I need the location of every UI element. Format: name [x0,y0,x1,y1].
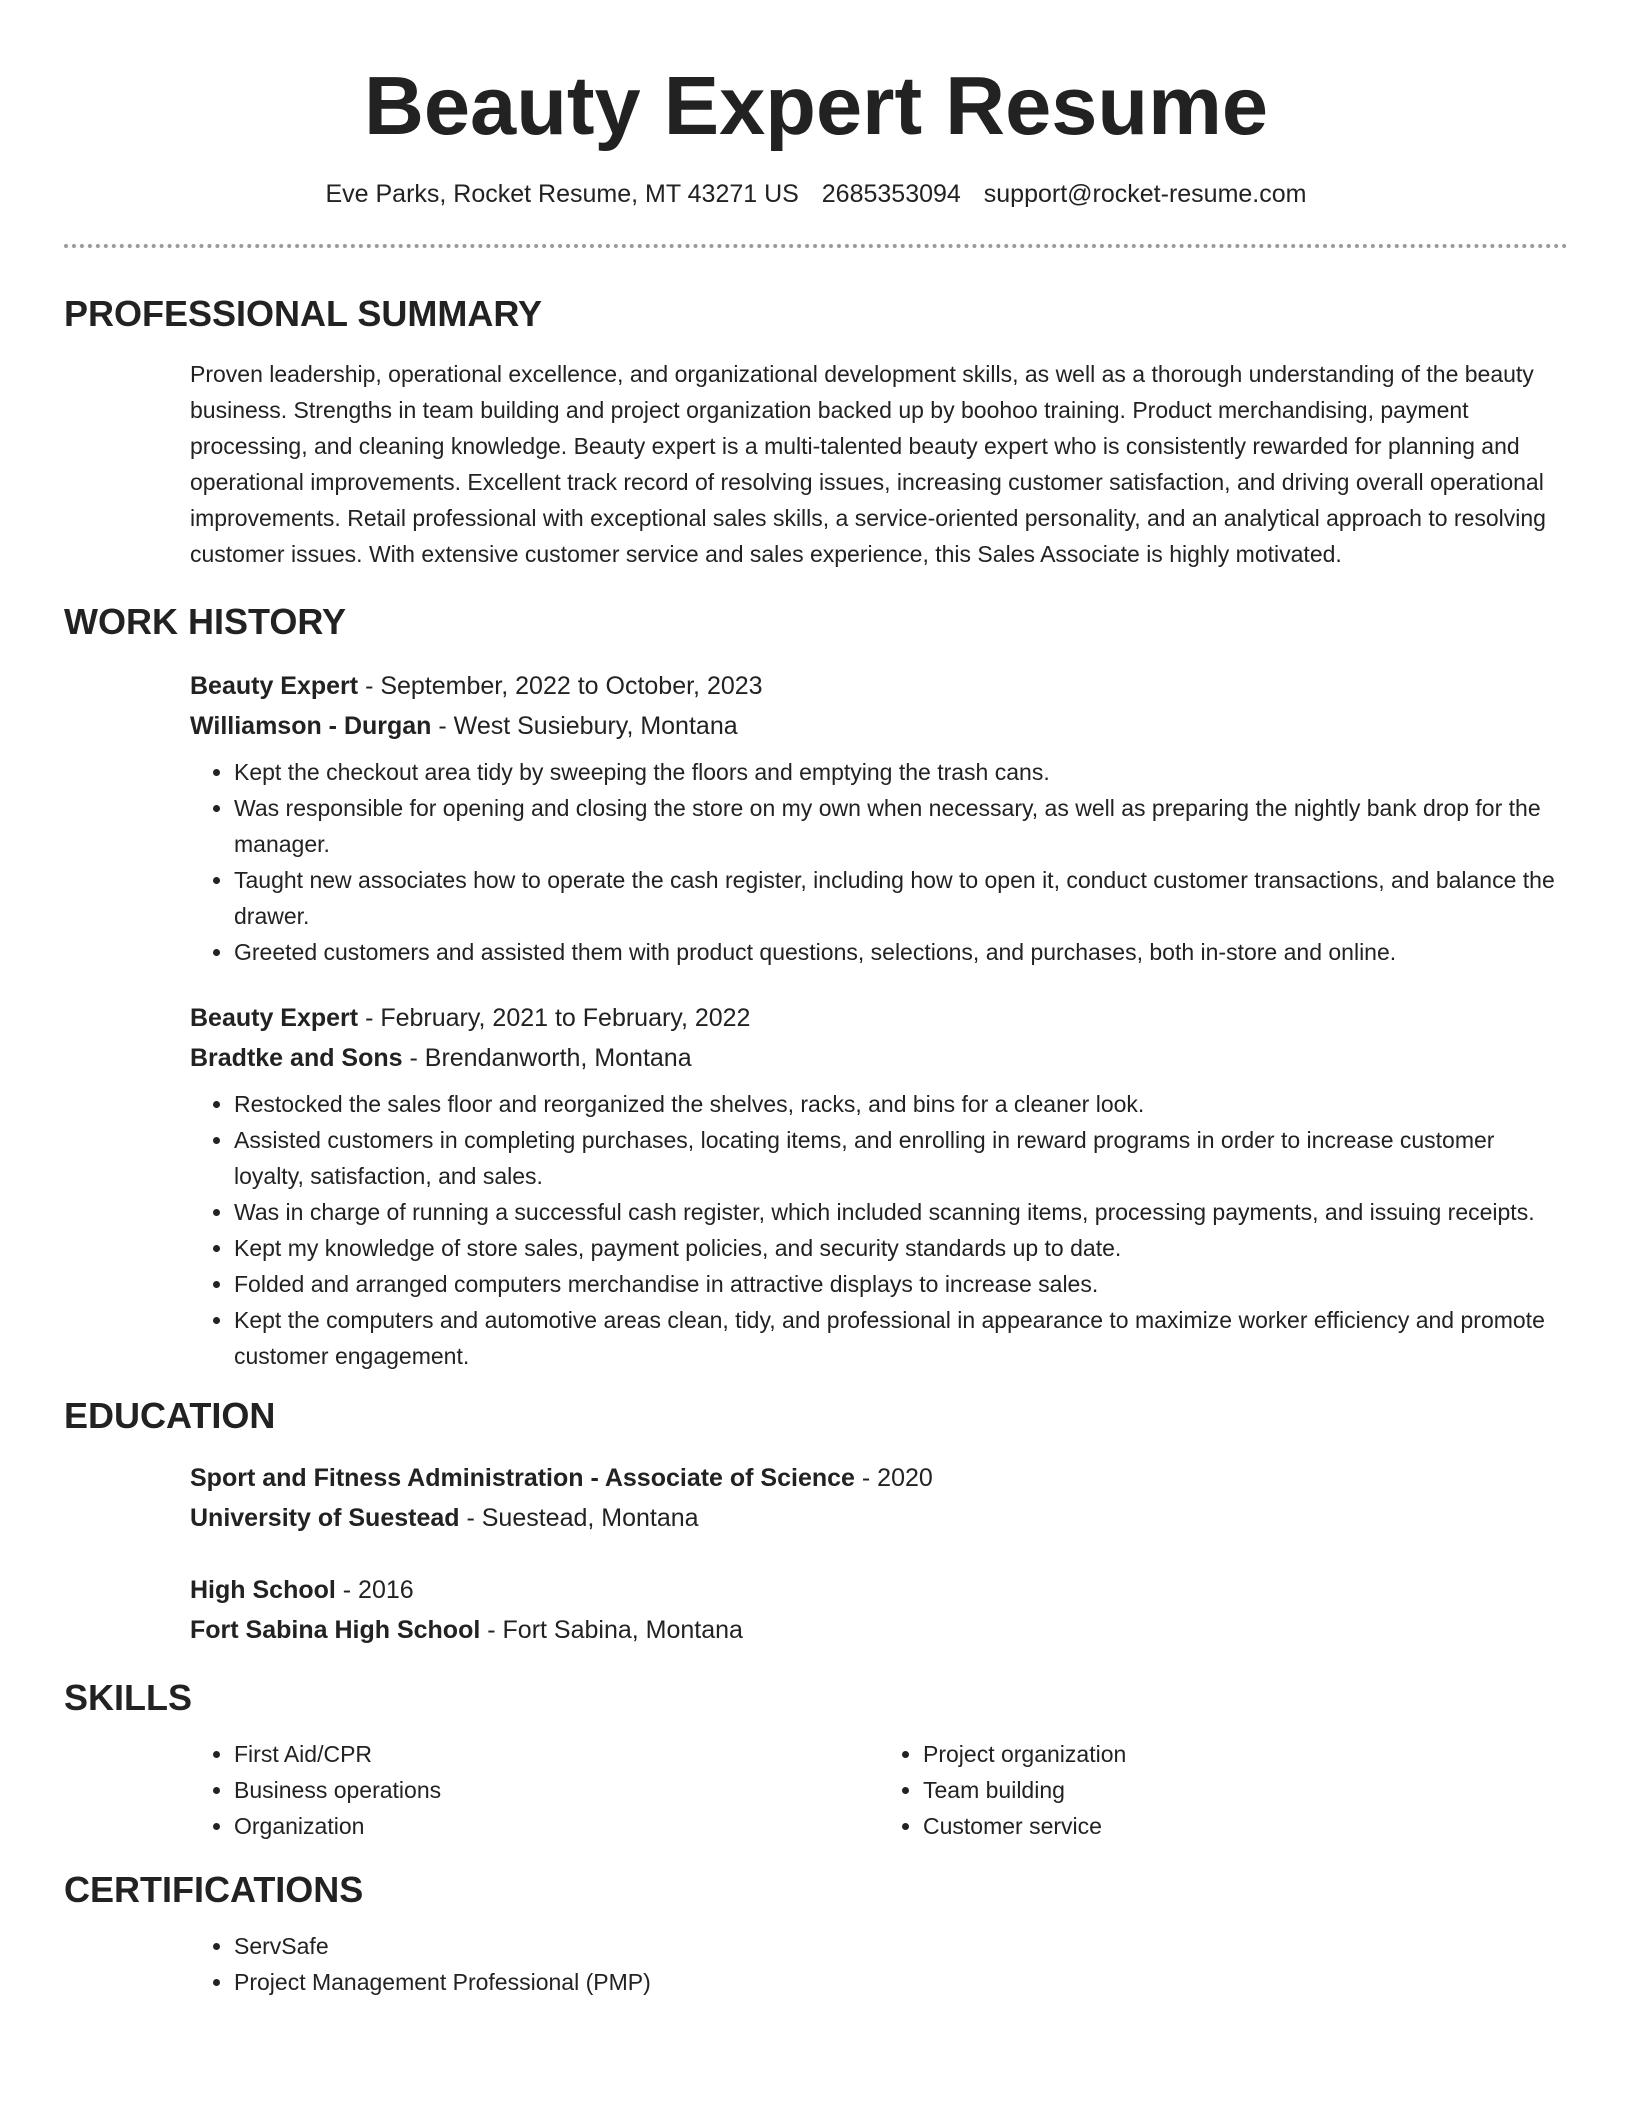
header-divider [64,244,1568,248]
contact-phone: 2685353094 [821,180,961,208]
skill-item: • Project organization [923,1736,1568,1772]
education-location: - Suestead, Montana [459,1504,699,1532]
job-company: Bradtke and Sons [190,1044,403,1072]
contact-address: Eve Parks, Rocket Resume, MT 43271 US [325,180,799,208]
skills-list-right [879,1736,1568,1844]
job-bullet: • Kept the checkout area tidy by sweeping the floors and emptying the trash cans. [234,754,1568,790]
job-bullet: • Kept my knowledge of store sales, payment policies, and security standards up to date. [234,1230,1568,1266]
job-bullet-list [190,1086,1568,1374]
contact-email: support@rocket-resume.com [983,180,1307,208]
job-location: - West Susiebury, Montana [431,712,738,740]
job-title-line [190,666,1568,706]
job-title: Beauty Expert [190,672,359,700]
job-dates: - September, 2022 to October, 2023 [358,672,763,700]
job-bullet: • Greeted customers and assisted them with product questions, selections, and purchases, both in-store and online. [234,934,1568,970]
education-school-line [190,1610,1568,1650]
education-location: - Fort Sabina, Montana [480,1616,743,1644]
section-heading-summary: PROFESSIONAL SUMMARY [64,293,543,334]
job-entry [190,998,1568,1374]
job-dates: - February, 2021 to February, 2022 [358,1004,751,1032]
page-title: Beauty Expert Resume [363,59,1269,152]
certification-item: • Project Management Professional (PMP) [234,1964,1568,2000]
skill-item: • First Aid/CPR [234,1736,879,1772]
job-bullet: • Assisted customers in completing purchases, locating items, and enrolling in reward programs in order to increase customer loyalty, satisfaction, and sales. [234,1122,1568,1194]
education-degree: Sport and Fitness Administration - Associate of Science [190,1464,855,1492]
job-title-line [190,998,1568,1038]
certifications-list [190,1928,1568,2000]
job-bullet: • Folded and arranged computers merchandise in attractive displays to increase sales. [234,1266,1568,1302]
certifications-body [190,1928,1568,2000]
skill-item: • Organization [234,1808,879,1844]
education-entry [190,1570,1568,1650]
section-heading-skills: SKILLS [64,1677,193,1718]
job-company-line [190,1038,1568,1078]
job-bullet: • Kept the computers and automotive areas clean, tidy, and professional in appearance to maximize worker efficiency and promote customer engagement. [234,1302,1568,1374]
section-heading-certifications: CERTIFICATIONS [64,1869,364,1910]
education-school: Fort Sabina High School [190,1616,481,1644]
summary-text: Proven leadership, operational excellence, and organizational development skills, as well as a thorough understanding of the beauty business. Strengths in team building and project organization backed up by boohoo training. Product merchandising, payment processing, and cleaning knowledge. Beauty expert is a multi-talented beauty expert who is consistently rewarded for planning and operational improvements. Excellent track record of resolving issues, increasing customer satisfaction, and driving overall operational improvements. Retail professional with exceptional sales skills, a service-oriented personality, and an analytical approach to resolving customer issues. With extensive customer service and sales experience, this Sales Associate is highly motivated. [190,361,1546,567]
education-year: - 2020 [854,1464,933,1492]
job-company: Williamson - Durgan [190,712,432,740]
education-degree: High School [190,1576,336,1604]
job-company-line [190,706,1568,746]
education-degree-line [190,1570,1568,1610]
education-entry [190,1458,1568,1538]
job-bullet: • Was in charge of running a successful cash register, which included scanning items, processing payments, and issuing receipts. [234,1194,1568,1230]
skill-item: • Team building [923,1772,1568,1808]
skill-item: • Business operations [234,1772,879,1808]
job-bullet: • Taught new associates how to operate the cash register, including how to open it, conduct customer transactions, and balance the drawer. [234,862,1568,934]
section-heading-education: EDUCATION [64,1395,276,1436]
section-heading-work-history: WORK HISTORY [64,601,347,642]
education-degree-line [190,1458,1568,1498]
job-title: Beauty Expert [190,1004,359,1032]
education-year: - 2016 [335,1576,414,1604]
job-location: - Brendanworth, Montana [402,1044,692,1072]
job-bullet-list [190,754,1568,970]
job-bullet: • Restocked the sales floor and reorganized the shelves, racks, and bins for a cleaner look. [234,1086,1568,1122]
education-school: University of Suestead [190,1504,460,1532]
skills-grid [190,1736,1568,1844]
education-school-line [190,1498,1568,1538]
job-entry [190,666,1568,970]
job-bullet: • Was responsible for opening and closing the store on my own when necessary, as well as preparing the nightly bank drop for the manager. [234,790,1568,862]
skills-list-left [190,1736,879,1844]
certification-item: • ServSafe [234,1928,1568,1964]
skill-item: • Customer service [923,1808,1568,1844]
contact-line [64,176,1568,212]
